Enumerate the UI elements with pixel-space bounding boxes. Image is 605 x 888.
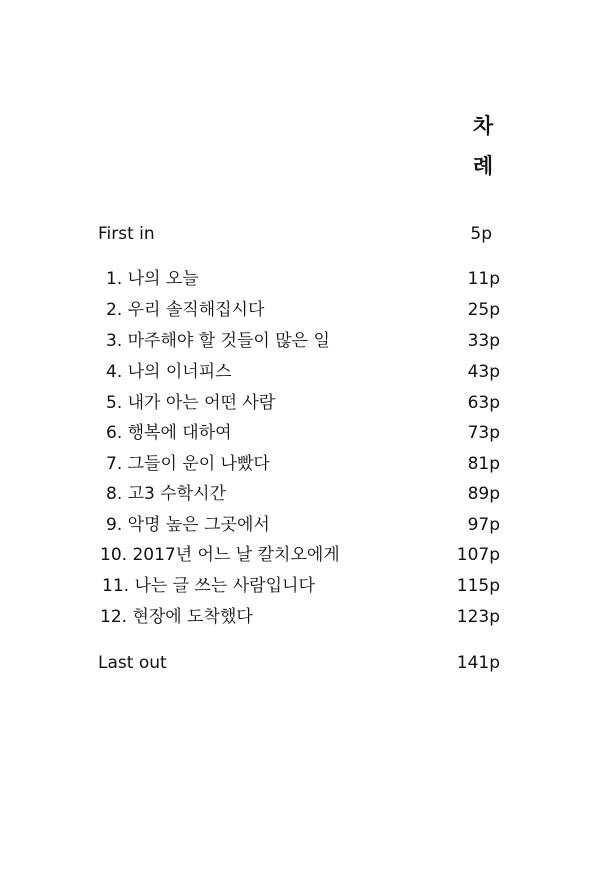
toc-item-page: 115p [456,576,500,596]
toc-item-label: 9. 악명 높은 그곳에서 [106,515,270,535]
toc-first-in-page: 5p [470,224,492,244]
toc-item-row [106,452,500,476]
toc-last-out-page: 141p [456,653,500,673]
toc-item-row [100,543,500,567]
toc-item-label: 11. 나는 글 쓰는 사람입니다 [102,576,315,596]
toc-item-row [106,298,500,322]
toc-item-label: 1. 나의 오늘 [106,269,199,289]
toc-item-label: 2. 우리 솔직해집시다 [106,300,265,320]
toc-last-out-row [98,651,500,675]
toc-item-label: 7. 그들이 운이 나빴다 [106,454,270,474]
toc-item-label: 12. 현장에 도착했다 [100,607,253,627]
toc-item-label: 6. 행복에 대하여 [106,423,232,443]
toc-item-row [106,360,500,384]
toc-item-page: 33p [467,331,500,351]
toc-item-label: 4. 나의 이너피스 [106,362,232,382]
toc-item-label: 10. 2017년 어느 날 칼치오에게 [100,545,340,565]
toc-item-row [106,391,500,415]
toc-item-label: 3. 마주해야 할 것들이 많은 일 [106,331,330,351]
toc-item-page: 43p [467,362,500,382]
toc-item-page: 89p [467,484,500,504]
toc-first-in-row [98,222,492,246]
toc-item-page: 25p [467,300,500,320]
toc-item-page: 11p [467,269,500,289]
toc-item-page: 63p [467,393,500,413]
toc-item-row [102,574,500,598]
toc-first-in-label: First in [98,224,155,244]
toc-item-page: 107p [456,545,500,565]
toc-last-out-label: Last out [98,653,167,673]
toc-item-row [106,513,500,537]
toc-title-char-2: 례 [472,154,494,178]
toc-item-page: 81p [467,454,500,474]
toc-item-label: 5. 내가 아는 어떤 사람 [106,393,276,413]
toc-title-char-1: 차 [472,114,494,138]
toc-item-page: 97p [467,515,500,535]
toc-item-row [106,421,500,445]
toc-item-row [106,329,500,353]
toc-item-page: 73p [467,423,500,443]
toc-item-row [106,267,500,291]
toc-item-row [100,605,500,629]
toc-item-page: 123p [456,607,500,627]
toc-item-row [106,482,500,506]
toc-item-label: 8. 고3 수학시간 [106,484,226,504]
